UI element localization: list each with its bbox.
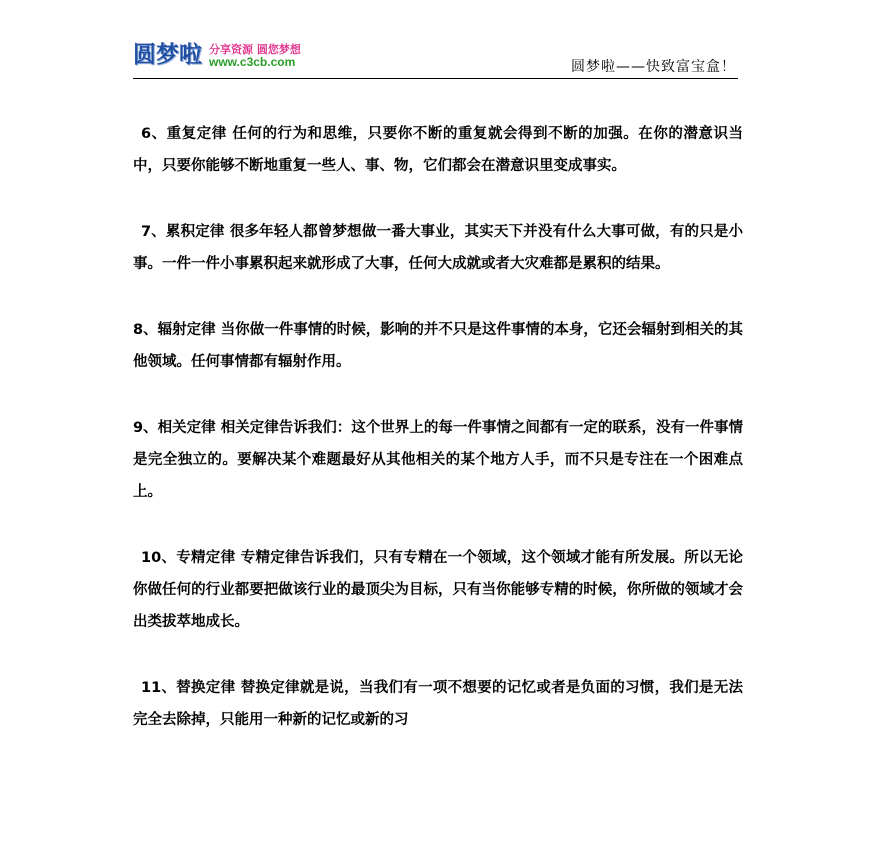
page-header (133, 40, 738, 79)
logo-url: www.c3cb.com (209, 55, 296, 69)
header-slogan: 圆梦啦——快致富宝盒！ (571, 59, 736, 75)
paragraph-law-11 (133, 672, 743, 736)
paragraph-heading: 6、重复定律 (141, 126, 233, 142)
paragraph-heading: 8、辐射定律 (133, 322, 221, 338)
paragraph-text: 很多年轻人都曾梦想做一番大事业，其实天下并没有什么大事可做，有的只是小事。一件一件小事累积起来就形成了大事，任何大成就或者大灾难都是累积的结果。 (133, 224, 743, 272)
paragraph-law-9 (133, 412, 743, 508)
paragraph-law-10 (133, 542, 743, 638)
paragraph-heading: 11、替换定律 (141, 680, 241, 696)
paragraph-law-7 (133, 216, 743, 280)
paragraph-text: 任何的行为和思维，只要你不断的重复就会得到不断的加强。在你的潜意识当中，只要你能够不断地重复一些人、事、物，它们都会在潜意识里变成事实。 (133, 126, 743, 174)
paragraph-text: 当你做一件事情的时候，影响的并不只是这件事情的本身，它还会辐射到相关的其他领域。任何事情都有辐射作用。 (133, 322, 743, 370)
paragraph-law-8 (133, 314, 743, 378)
logo-tagline: 分享资源 圆您梦想 (209, 43, 301, 56)
paragraph-heading: 9、相关定律 (133, 420, 221, 436)
paragraph-text: 相关定律告诉我们：这个世界上的每一件事情之间都有一定的联系，没有一件事情是完全独立的。要解决某个难题最好从其他相关的某个地方人手，而不只是专注在一个困难点上。 (133, 420, 743, 500)
logo-title: 圆梦啦 (133, 42, 202, 68)
paragraph-law-6 (133, 118, 743, 182)
paragraph-heading: 10、专精定律 (141, 550, 241, 566)
logo-side (209, 43, 301, 69)
paragraph-text: 专精定律告诉我们，只有专精在一个领域，这个领域才能有所发展。所以无论你做任何的行业都要把做该行业的最顶尖为目标，只有当你能够专精的时候，你所做的领域才会出类拔萃地成长。 (133, 550, 743, 630)
site-logo (133, 42, 301, 72)
paragraph-heading: 7、累积定律 (141, 224, 230, 240)
document-body (133, 118, 743, 770)
paragraph-text: 替换定律就是说，当我们有一项不想要的记忆或者是负面的习惯，我们是无法完全去除掉，只能用一种新的记忆或新的习 (133, 680, 743, 728)
